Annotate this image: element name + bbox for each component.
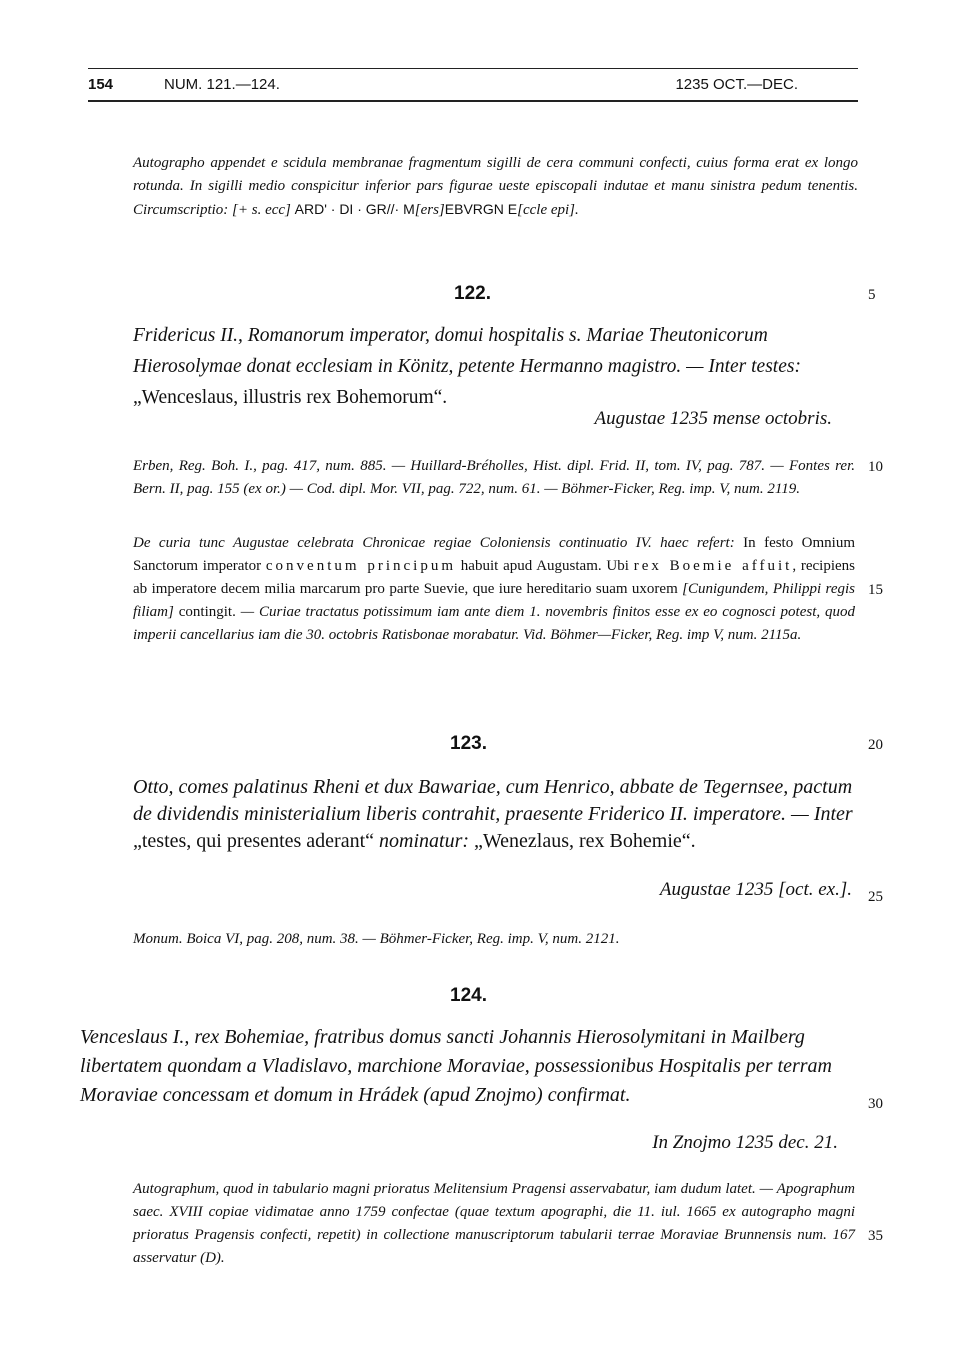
doc122-chronicle-quote-2: conventum principum [265, 558, 456, 574]
doc123-number: 123. [450, 733, 487, 754]
doc122-chronicle-quote-3: habuit apud Augustam. Ubi [456, 558, 634, 574]
line-number: 20 [868, 737, 883, 753]
header-document-numbers: NUM. 121.—124. [164, 76, 280, 93]
doc123-witness-quote: „testes, qui presentes aderant“ [133, 830, 375, 852]
doc122-note-intro: De curia tunc Augustae celebrata Chronicae regiae Coloniensis continuatio IV. haec refert: [133, 535, 744, 551]
seal-legend-5: [ccle epi]. [517, 202, 579, 218]
doc121-seal-note [133, 152, 858, 222]
doc124-number: 124. [450, 985, 487, 1006]
seal-description: Autographo appendet e scidula membranae fragmentum sigilli de cera communi confecti, cuius forma erat ex longo rotunda. In sigilli medio conspicitur inferior pars figurae ueste episcopali indutae et manu sinistra pedum tenentis. Circumscriptio: [133, 155, 858, 218]
doc124-regest: Venceslaus I., rex Bohemiae, fratribus domus sancti Johannis Hierosolymitani in Mailberg libertatem quondam a Vladislavo, marchione Moraviae, possessionibus Hospitalis per terram Moraviae concessam et domum in Hrádek (apud Znojmo) confirmat. [80, 1026, 832, 1106]
header-bottom-rule [88, 100, 858, 102]
doc122-chronicle-quote-4: rex Boemie affuit [633, 558, 793, 574]
doc122-chronicle-gloss: [Cunigundem, Philippi regis filiam] [133, 581, 855, 620]
line-number: 10 [868, 459, 883, 475]
line-number: 25 [868, 889, 883, 905]
doc123-regest-text-2: nominatur: [374, 830, 475, 852]
doc122-regest [133, 320, 853, 413]
doc123-regest [133, 774, 853, 855]
doc122-chronicle-quote-1: In festo Omnium Sanctorum imperator [133, 535, 855, 574]
line-number: 5 [868, 287, 876, 303]
doc123-bibliography: Monum. Boica VI, pag. 208, num. 38. — Böhmer-Ficker, Reg. imp. V, num. 2121. [133, 931, 620, 947]
header-dates: 1235 OCT.—DEC. [675, 76, 798, 93]
doc123-regest-text: Otto, comes palatinus Rheni et dux Bawariae, cum Henrico, abbate de Tegernsee, pactum de dividendis ministerialium liberis contrahit, praesente Friderico II. imperatore. — Inter [133, 776, 853, 825]
line-number: 15 [868, 582, 883, 598]
doc122-number: 122. [454, 283, 491, 304]
line-number: 30 [868, 1096, 883, 1112]
seal-legend-3: [ers] [414, 202, 445, 218]
doc124-note: Autographum, quod in tabulario magni prioratus Melitensium Pragensi asservabatur, iam dudum latet. — Apographum saec. XVIII copiae vidimatae anno 1759 confectae (quae textum apographi, die 11. iul. 1665 ex autographo magni prioratus Pragensis confecti, repetit) in collectione manuscriptorum tabularii terrae Moraviae Brunnensis num. 167 asservatur (D). [133, 1181, 855, 1266]
doc122-witness-quote: „Wenceslaus, illustris rex Bohemorum“. [133, 387, 448, 408]
doc122-regest-text: Fridericus II., Romanorum imperator, domui hospitalis s. Mariae Theutonicorum Hierosolymae donat ecclesiam in Könitz, petente Hermanno magistro. — Inter testes: [133, 325, 801, 377]
doc123-name-quote: „Wenezlaus, rex Bohemie“. [474, 830, 696, 852]
doc122-chronicle-quote-5: , recipiens ab imperatore decem milia marcarum pro parte Suevie, que iure hereditario suam uxorem [133, 558, 855, 597]
running-header [88, 76, 858, 98]
doc123-date: Augustae 1235 [oct. ex.]. [659, 879, 852, 900]
doc122-chronicle-quote-6: contingit. [173, 604, 241, 620]
doc122-date: Augustae 1235 mense octobris. [594, 408, 832, 429]
page-number: 154 [88, 76, 114, 93]
seal-legend-2: ARD' · DI · GR//· M [294, 201, 415, 217]
doc122-bibliography: Erben, Reg. Boh. I., pag. 417, num. 885. — Huillard-Bréholles, Hist. dipl. Frid. II, tom. IV, pag. 787. — Fontes rer. Bern. II, pag. 155 (ex or.) — Cod. dipl. Mor. VII, pag. 722, num. 61. — Böhmer-Ficker, Reg. imp. V, num. 2119. [133, 458, 855, 497]
doc122-note-remark: — Curiae tractatus potissimum iam ante diem 1. novembris finitos esse ex eo cognosci potest, quod imperii cancellarius iam die 30. octobris Ratisbonae morabatur. Vid. Böhmer—Ficker, Reg. imp V, num. 2115a. [133, 604, 856, 643]
seal-legend-1: [+ s. ecc] [232, 202, 291, 218]
doc122-note [133, 532, 855, 647]
doc124-date: In Znojmo 1235 dec. 21. [652, 1132, 838, 1153]
header-top-rule [88, 68, 858, 69]
seal-legend-4: EBVRGN E [444, 201, 518, 217]
line-number: 35 [868, 1228, 883, 1244]
